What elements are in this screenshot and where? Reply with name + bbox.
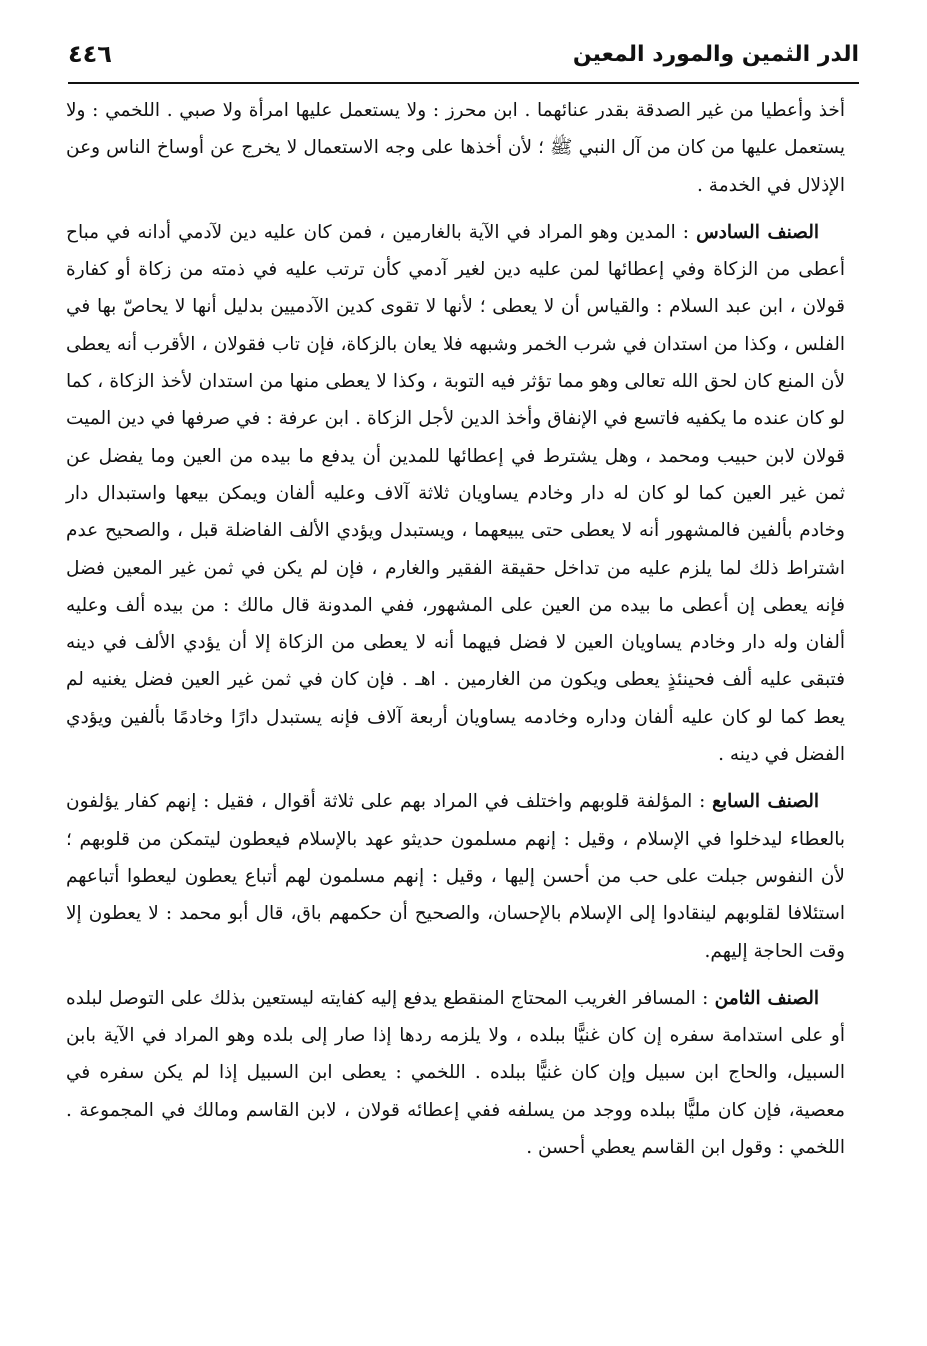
paragraph-text: : المسافر الغريب المحتاج المنقطع يدفع إليه كفايته ليستعين بذلك على التوصل لبلده أو على استدامة سفره إن كان غنيًّا ببلده ، ولا يلزمه ردها إذا صار إلى بلده وهو المراد في الآية بابن السبيل، والحاج ابن سبيل وإن كان غنيًّا ببلده . اللخمي : يعطى ابن السبيل إذا لم يكن سفره في معصية، فإن كان مليًّا ببلده ووجد من يسلفه ففي إعطائه قولان ، لابن القاسم ومالك في المجموعة . اللخمي : وقول ابن القاسم يعطي أحسن .	[66, 987, 845, 1159]
header-divider	[68, 82, 859, 84]
page-header	[68, 36, 859, 84]
paragraph-text: : المدين وهو المراد في الآية بالغارمين ، فمن كان عليه دين لآدمي أدانه في مباح أعطى من الزكاة وفي إعطائها لمن عليه دين لغير آدمي كأن ترتب عليه في ذمته من زكاة أو كفارة قولان ، ابن عبد السلام : والقياس أن لا يعطى ؛ لأنها لا تقوى كدين الآدميين بدليل أنها لا يحاصّ بها في الفلس ، وكذا من استدان في شرب الخمر وشبهه فلا يعان بالزكاة، فإن تاب فقولان ، الأقرب أنه يعطى لأن المنع كان لحق الله تعالى وهو مما تؤثر فيه التوبة ، وكذا لا يعطى منها من استدان لأخذ الزكاة ، كما لو كان عنده ما يكفيه فاتسع في الإنفاق وأخذ الدين لأجل الزكاة . ابن عرفة : في صرفها في دين الميت قولان لابن حبيب ومحمد ، وهل يشترط في إعطائها للمدين أن يدفع ما بيده من العين وما يفضل عن ثمن غير العين كما لو كان له دار وخادم يساويان ثلاثة آلاف وعليه ألفان ويمكن بيعها واستبدال دار وخادم بألفين فالمشهور أنه لا يعطى حتى يبيعهما ، ويستبدل ويؤدي الألف الفاضلة قبل ، والصحيح عدم اشتراط ذلك لما يلزم عليه من تداخل حقيقة الفقير والغارم ، فإن لم يكن في ثمن غير المعين فضل فإنه يعطى إن أعطى ما بيده من العين على المشهور، ففي المدونة قال مالك : من بيده ألف وعليه ألفان وله دار وخادم يساويان العين لا فضل فيهما أنه لا يعطى من الزكاة إلا أن يؤدي الألف في دينه فتبقى عليه ألف فحينئذٍ يعطى ويكون من الغارمين . اهـ . فإن كان في ثمن غير العين فضل يغنيه لم يعط كما لو كان عليه ألفان وداره وخادمه يساويان أربعة آلاف فإنه يستبدل دارًا وخادمًا بألفين ويؤدي الفضل في دينه .	[66, 221, 845, 766]
section-heading: الصنف السادس	[696, 221, 819, 243]
section-heading: الصنف السابع	[712, 791, 820, 813]
page-number: ٤٤٦	[68, 40, 112, 68]
paragraph-continuation	[66, 92, 845, 204]
section-heading: الصنف الثامن	[714, 987, 819, 1009]
paragraph-text: أخذ وأعطيا من غير الصدقة بقدر عنائهما . ابن محرز : ولا يستعمل عليها امرأة ولا صبي . اللخمي : ولا يستعمل عليها من كان من آل النبي ﷺ ؛ لأن أخذها على وجه الاستعمال لا يخرج عن أوساخ الناس وعن الإذلال في الخدمة .	[66, 100, 845, 196]
page-body	[66, 92, 845, 1176]
book-title: الدر الثمين والمورد المعين	[572, 42, 859, 67]
paragraph-seventh-category	[66, 783, 845, 969]
paragraph-sixth-category	[66, 214, 845, 773]
paragraph-eighth-category	[66, 980, 845, 1166]
paragraph-text: : المؤلفة قلوبهم واختلف في المراد بهم على ثلاثة أقوال ، فقيل : إنهم كفار يؤلفون بالعطاء ليدخلوا في الإسلام ، وقيل : إنهم مسلمون حديثو عهد بالإسلام فيعطون ليتمكن من قلوبهم ؛ لأن النفوس جبلت على حب من أحسن إليها ، وقيل : إنهم مسلمون لهم أتباع يعطون ليعطوا أتباعهم استئلافا لقلوبهم لينقادوا إلى الإسلام بالإحسان، والصحيح أن حكمهم باق، قال أبو محمد : لا يعطون إلا وقت الحاجة إليهم.	[66, 791, 845, 962]
